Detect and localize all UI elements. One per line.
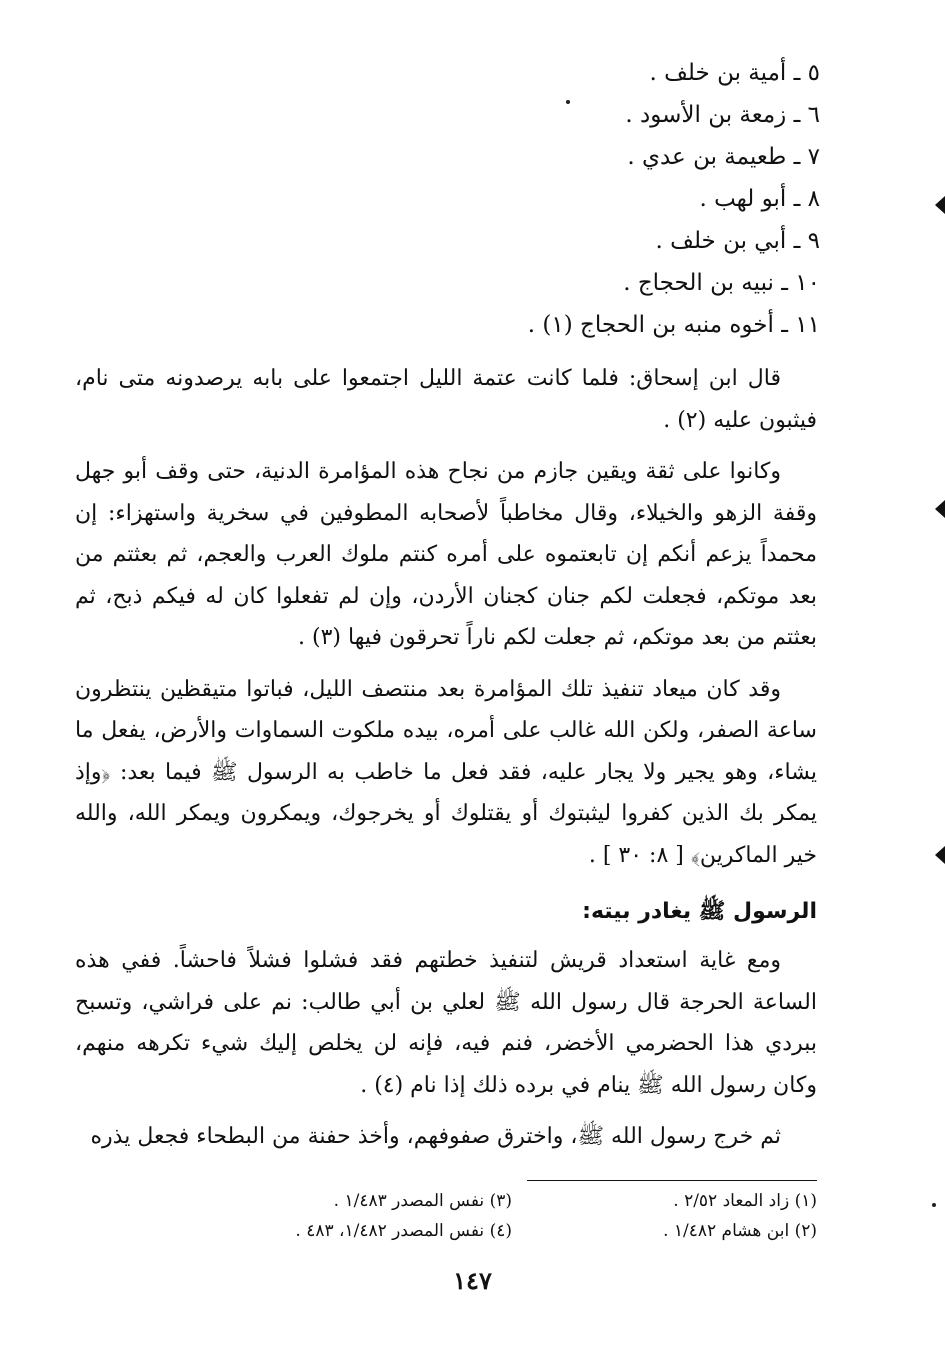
scan-speck	[932, 1203, 936, 1207]
footnotes	[207, 1186, 817, 1246]
footnote-separator	[527, 1180, 817, 1181]
paragraph-midnight: وقد كان ميعاد تنفيذ تلك المؤامرة بعد منتصف الليل، فباتوا متيقظين ينتظرون ساعة الصفر، ولكن الله غالب على أمره، بيده ملكوت السماوات والأرض، يفعل ما يشاء، وهو يجير ولا يجار عليه، فقد فعل ما خاطب به الرسول ﷺ فيما بعد: ﴿وإذ يمكر بك الذين كفروا ليثبتوك أو يقتلوك أو يخرجوك، ويمكرون ويمكر الله، والله خير الماكرين﴾ [ ٨: ٣٠ ] .	[75, 676, 817, 868]
paragraph-departure: ثم خرج رسول الله ﷺ، واخترق صفوفهم، وأخذ حفنة من البطحاء فجعل يذره	[90, 1124, 781, 1149]
scan-speck	[566, 100, 570, 104]
list-item: ٨ ـ أبو لهب .	[699, 186, 820, 212]
paragraph-abu-jahl: وكانوا على ثقة ويقين جازم من نجاح هذه المؤامرة الدنية، حتى وقف أبو جهل وقفة الزهو والخيلاء، وقال مخاطباً لأصحابه المطوفين في سخرية واستهزاء: إن محمداً يزعم أنكم إن تابعتموه على أمره كنتم ملوك العرب والعجم، ثم بعثتم من بعد موتكم، فجعلت لكم جنان كجنان الأردن، وإن لم تفعلوا كان له فيكم ذبح، ثم بعثتم من بعد موتكم، ثم جعلت لكم ناراً تحرقون فيها (٣) .	[75, 459, 817, 650]
main-text	[75, 358, 817, 1168]
page-number: ١٤٧	[453, 1266, 492, 1295]
scan-edge-mark	[935, 500, 945, 518]
list-item: ٧ ـ طعيمة بن عدي .	[627, 144, 820, 170]
scan-edge-mark	[935, 846, 945, 864]
paragraph-ibn-ishaq: قال ابن إسحاق: فلما كانت عتمة الليل اجتمعوا على بابه يرصدونه متى نام، فيثبون عليه (٢) .	[75, 366, 817, 433]
list-item: ٩ ـ أبي بن خلف .	[655, 228, 820, 254]
list-item: ٦ ـ زمعة بن الأسود .	[625, 102, 820, 128]
conspirators-list	[320, 52, 820, 346]
paragraph-ali-bed: ومع غاية استعداد قريش لتنفيذ خطتهم فقد فشلوا فشلاً فاحشاً. ففي هذه الساعة الحرجة قال رسول الله ﷺ لعلي بن أبي طالب: نم على فراشي، وتسبح ببردي هذا الحضرمي الأخضر، فنم فيه، فإنه لن يخلص إليك شيء تكرهه منهم، وكان رسول الله ﷺ ينام في برده ذلك إذا نام (٤) .	[75, 948, 817, 1098]
footnote-4: (٤) نفس المصدر ١/٤٨٢، ٤٨٣ .	[295, 1221, 512, 1241]
footnote-1: (١) زاد المعاد ٢/٥٢ .	[673, 1191, 817, 1211]
section-heading: الرسول ﷺ يغادر بيته:	[582, 899, 817, 924]
list-item: ٥ ـ أمية بن خلف .	[649, 60, 820, 86]
footnote-2: (٢) ابن هشام ١/٤٨٢ .	[663, 1221, 817, 1241]
footnote-3: (٣) نفس المصدر ١/٤٨٣ .	[333, 1191, 512, 1211]
list-item: ١٠ ـ نبيه بن الحجاج .	[623, 270, 820, 296]
list-item: ١١ ـ أخوه منبه بن الحجاج (١) .	[527, 312, 820, 338]
scan-edge-mark	[935, 196, 945, 214]
